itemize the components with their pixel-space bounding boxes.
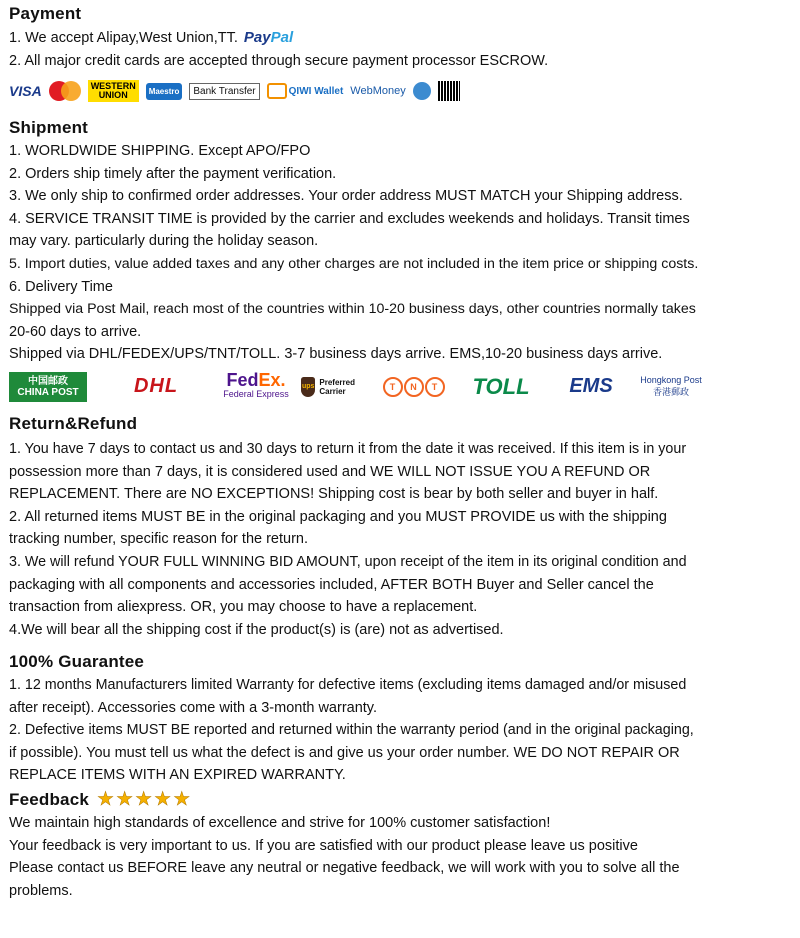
guarantee-line: if possible). You must tell us what the defect is and give us your order number. WE DO NOT REPAIR OR (9, 744, 680, 761)
toll-logo: TOLL (472, 373, 530, 399)
return-line: transaction from aliexpress. OR, you may choose to have a replacement. (9, 599, 478, 616)
qiwi-wallet-logo: QIWI Wallet (267, 83, 344, 99)
payment-section (9, 4, 794, 108)
globe-icon (413, 82, 431, 100)
shipment-line: 20-60 days to arrive. (9, 323, 142, 340)
return-line: 3. We will refund YOUR FULL WINNING BID AMOUNT, upon receipt of the item in its original condition and (9, 553, 687, 570)
feedback-line: We maintain high standards of excellence and strive for 100% customer satisfaction! (9, 815, 551, 831)
payment-heading: Payment (9, 4, 82, 23)
guarantee-section (9, 652, 794, 787)
carrier-logos (9, 370, 794, 404)
tnt-logo: T N T (377, 372, 451, 402)
star-icon: ★ (154, 789, 172, 810)
feedback-line: Your feedback is very important to us. If you are satisfied with our product please leave us positive (9, 837, 638, 854)
shipment-line: 5. Import duties, value added taxes and any other charges are not included in the item price or shipping costs. (9, 255, 699, 272)
guarantee-line: REPLACE ITEMS WITH AN EXPIRED WARRANTY. (9, 767, 346, 784)
rating-stars (95, 790, 190, 810)
china-post-logo: 中国邮政 CHINA POST (9, 372, 87, 402)
payment-line-1-text: 1. We accept Alipay,West Union,TT. (9, 30, 238, 46)
visa-logo: VISA (9, 83, 42, 100)
feedback-header (9, 790, 794, 810)
shipment-line: 1. WORLDWIDE SHIPPING. Except APO/FPO (9, 143, 311, 159)
feedback-line: Please contact us BEFORE leave any neutral or negative feedback, we will work with you to solve all the (9, 860, 680, 877)
dhl-logo: DHL (133, 375, 179, 398)
return-line: REPLACEMENT. There are NO EXCEPTIONS! Shipping cost is bear by both seller and buyer in half. (9, 486, 659, 503)
return-line: tracking number, specific reason for the return. (9, 531, 309, 548)
shipment-line: 6. Delivery Time (9, 278, 113, 295)
ups-logo: ups Preferred Carrier (301, 377, 355, 396)
shipment-line: 2. Orders ship timely after the payment verification. (9, 165, 337, 182)
return-refund-section (9, 414, 794, 641)
western-union-logo: WESTERN UNION (88, 80, 139, 102)
return-line: 1. You have 7 days to contact us and 30 days to return it from the date it was received. If this item is in your (9, 441, 687, 457)
hongkong-post-logo: Hongkong Post 香港郵政 (640, 375, 702, 398)
shipment-heading: Shipment (9, 118, 89, 137)
feedback-section (9, 790, 794, 902)
guarantee-line: after receipt). Accessories come with a 3-month warranty. (9, 699, 378, 716)
shipment-line: 4. SERVICE TRANSIT TIME is provided by the carrier and excludes weekends and holidays. Transit times (9, 210, 690, 227)
guarantee-line: 1. 12 months Manufacturers limited Warranty for defective items (excluding items damaged and/or misused (9, 677, 687, 693)
return-line: packaging with all components and accessories included, AFTER BOTH Buyer and Seller cancel the (9, 576, 654, 593)
payment-line-2: 2. All major credit cards are accepted through secure payment processor ESCROW. (9, 52, 549, 69)
payment-logos (9, 78, 794, 104)
return-line: 2. All returned items MUST BE in the original packaging and you MUST PROVIDE us with the shipping (9, 508, 667, 525)
feedback-line: problems. (9, 882, 73, 899)
guarantee-heading: 100% Guarantee (9, 652, 145, 671)
mastercard-logo (49, 81, 81, 101)
paypal-logo: PayPal (243, 29, 294, 46)
shipment-line: Shipped via DHL/FEDEX/UPS/TNT/TOLL. 3-7 business days arrive. EMS,10-20 business days arrive. (9, 346, 663, 363)
shipment-line: may vary. particularly during the holiday season. (9, 233, 319, 250)
ems-logo: EMS (569, 375, 613, 398)
shipment-line: Shipped via Post Mail, reach most of the countries within 10-20 business days, other countries normally takes (9, 301, 696, 318)
fedex-logo: FedEx. Federal Express (223, 369, 289, 399)
star-icon: ★ (135, 789, 153, 810)
return-line: possession more than 7 days, it is considered used and WE WILL NOT ISSUE YOU A REFUND OR (9, 463, 651, 480)
guarantee-line: 2. Defective items MUST BE reported and returned within the warranty period (and in the original packaging, (9, 722, 694, 739)
star-icon: ★ (97, 789, 115, 810)
shipment-line: 3. We only ship to confirmed order addresses. Your order address MUST MATCH your Shipping address. (9, 188, 683, 205)
bank-transfer-logo: Bank Transfer (189, 83, 259, 100)
return-refund-heading: Return&Refund (9, 414, 138, 433)
barcode-icon (438, 81, 460, 101)
shipment-section (9, 118, 794, 408)
star-icon: ★ (173, 789, 191, 810)
feedback-heading: Feedback (9, 790, 90, 809)
payment-line-1 (9, 27, 794, 50)
webmoney-logo: WebMoney (350, 85, 406, 98)
maestro-logo: Maestro (146, 83, 183, 100)
return-line: 4.We will bear all the shipping cost if the product(s) is (are) not as advertised. (9, 621, 504, 638)
star-icon: ★ (116, 789, 134, 810)
